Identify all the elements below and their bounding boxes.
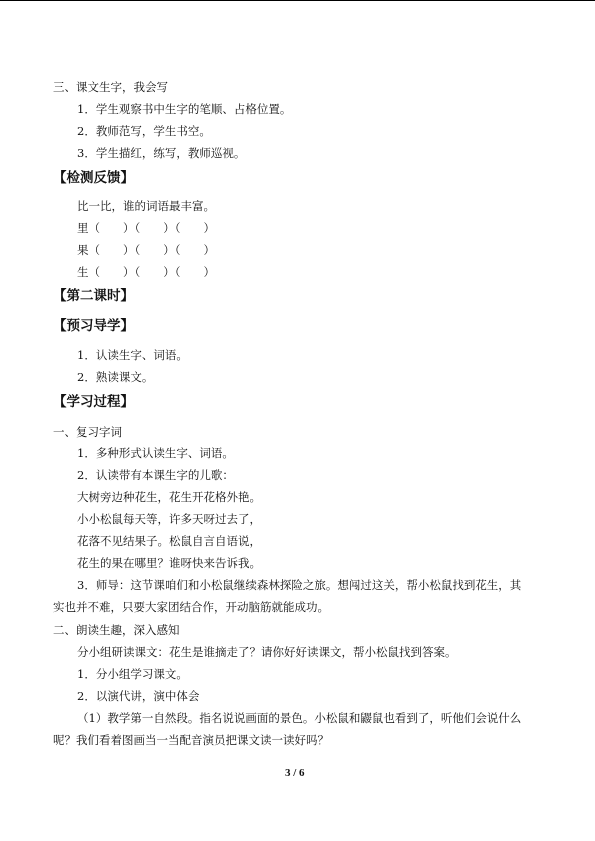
list-item: 1．分小组学习课文。 [77, 667, 188, 681]
section-title: 三、课文生字，我会写 [53, 80, 168, 94]
poem-line: 大树旁边种花生，花生开花格外艳。 [77, 490, 261, 504]
poem-line: 花生的果在哪里？谁呀快来告诉我。 [77, 556, 261, 570]
poem-line: 花落不见结果子。松鼠自言自语说， [77, 534, 261, 548]
list-item: 3．学生描红，练写，教师巡视。 [77, 146, 246, 160]
paragraph-line: 实也并不难，只要大家团结合作，开动脑筋就能成功。 [53, 600, 329, 614]
exercise-prompt: 比一比，谁的词语最丰富。 [77, 199, 215, 213]
heading-feedback: 【检测反馈】 [53, 170, 134, 186]
page-number: 3 / 6 [285, 767, 305, 779]
list-item: 2．教师范写，学生书空。 [77, 124, 211, 138]
heading-preview: 【预习导学】 [53, 318, 134, 334]
exercise-row: 果（ ）（ ）（ ） [77, 243, 215, 257]
list-item: 2．认读带有本课生字的儿歌： [77, 468, 234, 482]
exercise-row: 里（ ）（ ）（ ） [77, 221, 215, 235]
list-item: 1．多种形式认读生字、词语。 [77, 446, 234, 460]
list-item: 2．以演代讲，演中体会 [77, 689, 200, 703]
paragraph-line: 分小组研读课文：花生是谁摘走了？请你好好读课文，帮小松鼠找到答案。 [77, 645, 457, 659]
paragraph-line: 呢？我们看着图画当一当配音演员把课文读一读好吗？ [53, 733, 329, 747]
section-title: 一、复习字词 [53, 425, 122, 439]
list-item: 2．熟读课文。 [77, 370, 154, 384]
heading-second-lesson: 【第二课时】 [53, 288, 134, 304]
top-rule [0, 0, 595, 1]
list-item: 1．学生观察书中生字的笔顺、占格位置。 [77, 102, 292, 116]
exercise-row: 生（ ）（ ）（ ） [77, 265, 215, 279]
heading-process: 【学习过程】 [53, 394, 134, 410]
poem-line: 小小松鼠每天等，许多天呀过去了， [77, 512, 261, 526]
section-title: 二、朗读生趣，深入感知 [53, 623, 180, 637]
paragraph-line: 3．师导：这节课咱们和小松鼠继续森林探险之旅。想闯过这关，帮小松鼠找到花生，其 [77, 578, 522, 592]
list-item: 1．认读生字、词语。 [77, 348, 188, 362]
paragraph-line: （1）教学第一自然段。指名说说画面的景色。小松鼠和鼹鼠也看到了，听他们会说什么 [77, 711, 522, 725]
